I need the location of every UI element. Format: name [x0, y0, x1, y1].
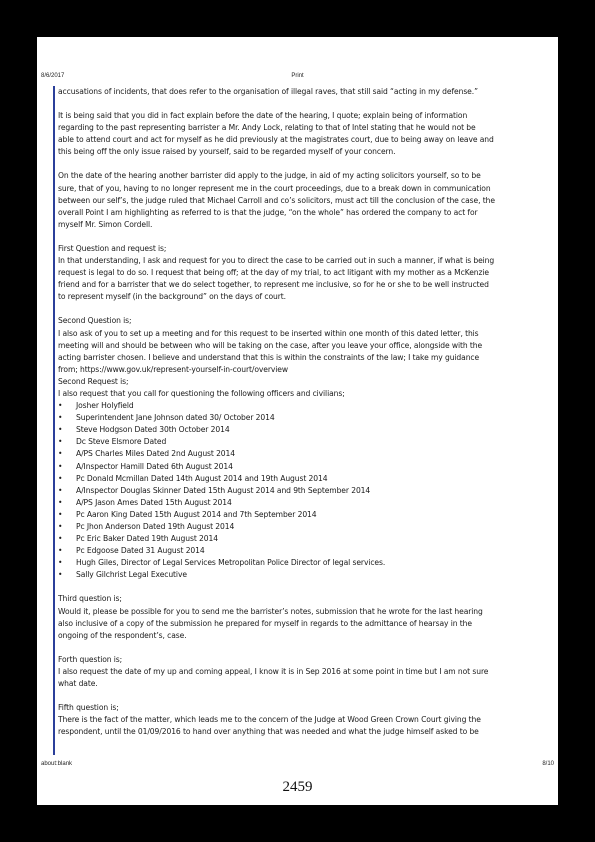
list-item	[58, 424, 518, 436]
line: request is legal to do so. I request that being off; at the day of my trial, to act litigant with my mother as a McKenzie	[58, 268, 489, 278]
line: I also request the date of my up and coming appeal, I know it is in Sep 2016 at some point in time but I am not sure	[58, 666, 489, 676]
line: It is being said that you did in fact explain before the date of the hearing, I quote; explain being of information	[58, 111, 468, 121]
list-item	[58, 497, 518, 509]
officers-list	[58, 400, 518, 581]
line: Would it, please be possible for you to send me the barrister’s notes, submission that he wrote for the last hearing	[58, 606, 483, 616]
line: ongoing of the respondent’s, case.	[58, 630, 187, 640]
line: overall Point I am highlighting as referred to is that the judge, “on the whole” has ordered the company to act for	[58, 207, 478, 217]
line: myself Mr. Simon Cordell.	[58, 219, 153, 229]
second-request-heading: Second Request is;	[58, 376, 129, 386]
officer-name: A/Inspector Douglas Skinner Dated 15th August 2014 and 9th September 2014	[76, 485, 371, 495]
line: from; https://www.gov.uk/represent-yourself-in-court/overview	[58, 364, 288, 374]
second-question-heading: Second Question is;	[58, 316, 132, 326]
officer-name: Pc Edgoose Dated 31 August 2014	[76, 546, 205, 556]
list-item	[58, 485, 518, 497]
line: On the date of the hearing another barrister did apply to the judge, in aid of my acting solicitors yourself, so to be	[58, 171, 481, 181]
list-item	[58, 473, 518, 485]
list-item	[58, 400, 518, 412]
third-question-heading: Third question is;	[58, 594, 122, 604]
officer-name: A/PS Charles Miles Dated 2nd August 2014	[76, 449, 235, 459]
first-question-heading: First Question and request is;	[58, 243, 167, 253]
bullet: •	[58, 570, 63, 580]
officer-name: Pc Jhon Anderson Dated 19th August 2014	[76, 522, 235, 531]
bullet: •	[58, 485, 63, 495]
bullet: •	[58, 461, 63, 471]
line: meeting will and should be between who will be taking on the case, after you leave your office, alongside with the	[58, 340, 483, 350]
officer-name: Pc Donald Mcmillan Dated 14th August 2014 and 19th August 2014	[76, 473, 328, 483]
paragraph-2	[58, 110, 518, 158]
officer-name: A/Inspector Hamill Dated 6th August 2014	[76, 461, 233, 471]
line: In that understanding, I ask and request for you to direct the case to be carried out in such a manner, if what is being	[58, 256, 495, 266]
list-item	[58, 461, 518, 473]
list-item	[58, 569, 518, 581]
page-number: 2459	[282, 779, 313, 795]
fifth-question-heading: Fifth question is;	[58, 703, 119, 713]
bullet: •	[58, 473, 63, 483]
letter-body	[58, 86, 518, 738]
list-item	[58, 533, 518, 545]
paragraph-1: accusations of incidents, that does refer to the organisation of illegal raves, that still said “acting in my defense.”	[58, 87, 478, 96]
officer-name: Steve Hodgson Dated 30th October 2014	[76, 425, 230, 435]
line: able to attend court and act for myself as he did previously at the magistrates court, due to being away on leave and	[58, 135, 494, 145]
line: between our self’s, the judge ruled that Michael Carroll and co’s solicitors, must act till the conclusion of the case, the	[58, 195, 495, 205]
bullet: •	[58, 449, 63, 459]
bullet: •	[58, 413, 63, 423]
list-item	[58, 545, 518, 557]
officer-name: Hugh Giles, Director of Legal Services Metropolitan Police Director of legal services.	[76, 558, 386, 568]
line: also inclusive of a copy of the submission he prepared for myself in regards to the admittance of hearsay in the	[58, 618, 472, 628]
line: respondent, until the 01/09/2016 to hand over anything that was needed and what the judge himself asked to be	[58, 727, 479, 737]
print-title: Print	[291, 73, 304, 79]
document-page	[37, 37, 558, 805]
bullet: •	[58, 497, 63, 507]
fourth-question-text	[58, 666, 518, 690]
officer-name: Pc Aaron King Dated 15th August 2014 and 7th September 2014	[76, 509, 317, 519]
first-question-text	[58, 255, 518, 303]
fourth-question-heading: Forth question is;	[58, 654, 123, 664]
list-item	[58, 521, 518, 533]
line: I also ask of you to set up a meeting and for this request to be inserted within one month of this dated letter, this	[58, 328, 479, 338]
second-request-intro: I also request that you call for questioning the following officers and civilians;	[58, 388, 345, 398]
bullet: •	[58, 546, 63, 556]
list-item	[58, 557, 518, 569]
bullet: •	[58, 425, 63, 435]
officer-name: A/PS Jason Ames Dated 15th August 2014	[76, 497, 232, 507]
officer-name: Josher Holyfield	[76, 401, 134, 411]
officer-name: Sally Gilchrist Legal Executive	[76, 570, 187, 580]
line: friend and for a barrister that we do select together, to represent me inclusive, so for he or she to be well instructed	[58, 280, 489, 290]
bullet: •	[58, 401, 63, 411]
list-item	[58, 412, 518, 424]
line: acting barrister chosen. I believe and understand that this is within the constraints of the law; I take my guidance	[58, 352, 480, 362]
list-item	[58, 509, 518, 521]
print-url: about:blank	[41, 761, 73, 767]
fifth-question-text	[58, 714, 518, 738]
print-date: 8/6/2017	[41, 73, 65, 79]
officer-name: Pc Eric Baker Dated 19th August 2014	[76, 534, 218, 544]
bullet: •	[58, 522, 63, 531]
paragraph-3	[58, 170, 518, 230]
bullet: •	[58, 558, 63, 568]
list-item	[58, 436, 518, 448]
bullet: •	[58, 437, 63, 447]
line: sure, that of you, having to no longer represent me in the court proceedings, due to a break down in communication	[58, 183, 491, 193]
list-item	[58, 448, 518, 460]
line: this being off the only issue raised by yourself, said to be regarded myself of your concern.	[58, 147, 396, 157]
officer-name: Superintendent Jane Johnson dated 30/ October 2014	[76, 413, 275, 423]
third-question-text	[58, 606, 518, 642]
margin-bar	[53, 86, 55, 755]
second-question-text	[58, 328, 518, 376]
print-page-count: 8/10	[542, 761, 554, 767]
line: There is the fact of the matter, which leads me to the concern of the Judge at Wood Green Crown Court giving the	[58, 715, 481, 725]
line: what date.	[58, 679, 98, 689]
bullet: •	[58, 534, 63, 544]
bullet: •	[58, 509, 63, 519]
line: to represent myself (in the background” on the days of court.	[58, 292, 286, 302]
officer-name: Dc Steve Elsmore Dated	[76, 437, 167, 447]
line: regarding to the past representing barrister a Mr. Andy Lock, relating to that of Intel stating that he would not be	[58, 123, 476, 133]
